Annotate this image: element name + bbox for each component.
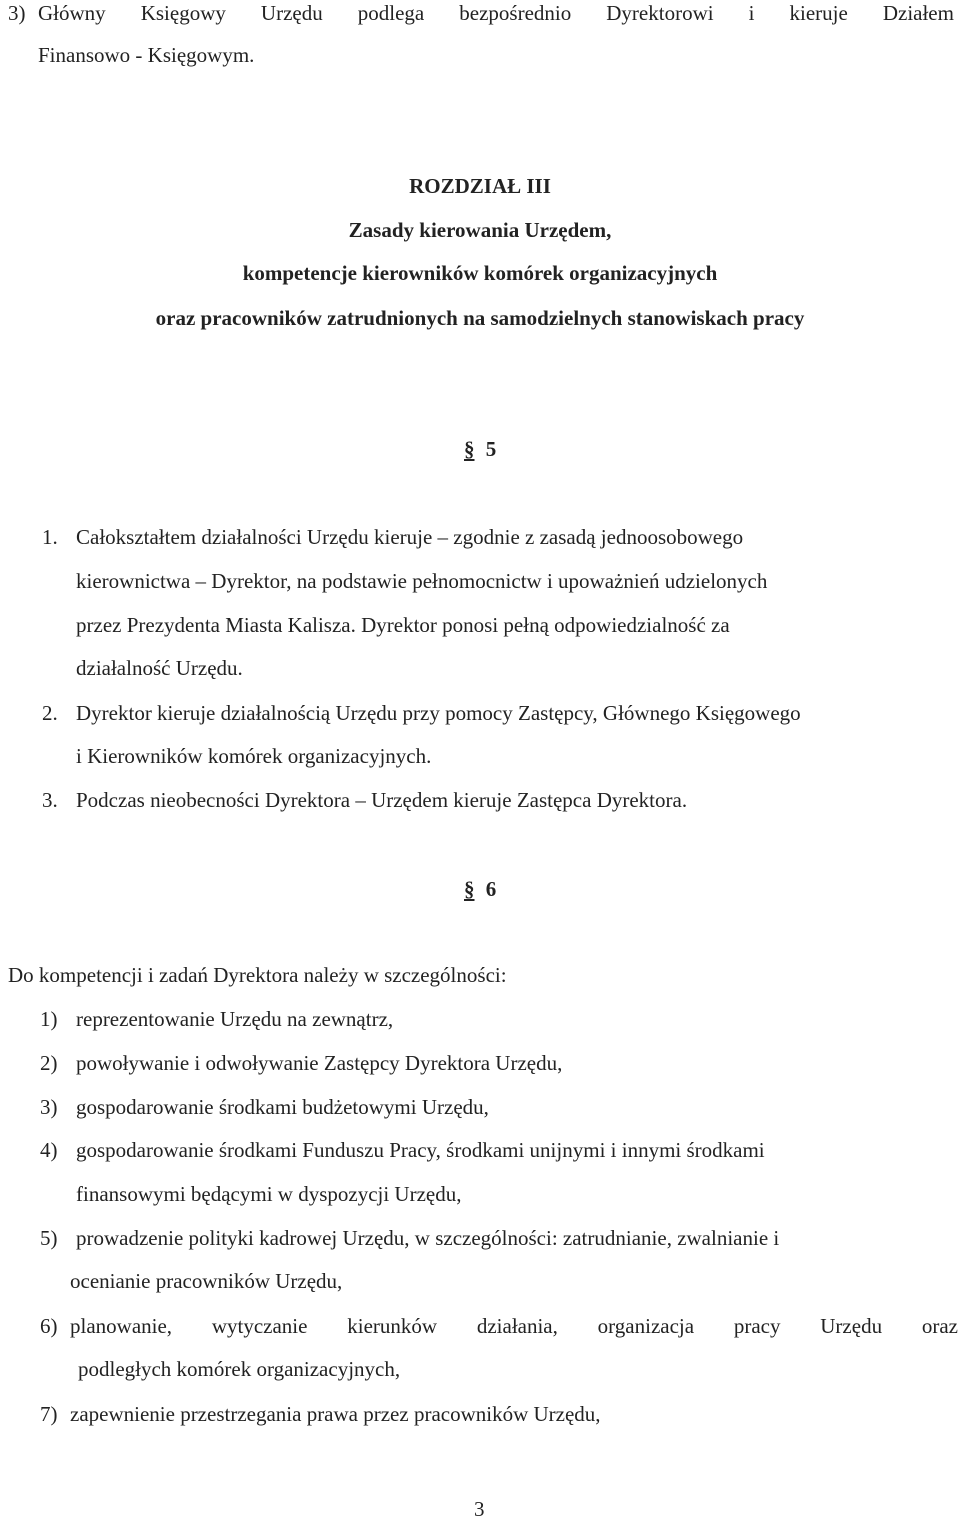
page-number: 3	[474, 1497, 485, 1521]
section-number: 6	[485, 877, 497, 901]
paragraph-line: działalność Urzędu.	[76, 656, 243, 680]
word: oraz	[921, 1314, 958, 1338]
paragraph-number: 3.	[42, 788, 58, 812]
list-item-text-continuation: podległych komórek organizacyjnych,	[78, 1357, 401, 1381]
word: Działem	[882, 1, 954, 25]
paragraph-line: Całokształtem działalności Urzędu kieruje – zgodnie z zasadą jednoosobowego	[76, 525, 744, 549]
list-item-text: powoływanie i odwoływanie Zastępcy Dyrektora Urzędu,	[76, 1051, 563, 1075]
list-item-text-continuation: finansowymi będącymi w dyspozycji Urzędu,	[76, 1182, 462, 1206]
list-item-text-continuation: ocenianie pracowników Urzędu,	[70, 1269, 343, 1293]
paragraph-number: 2.	[42, 701, 58, 725]
word: Urzędu	[820, 1314, 883, 1338]
chapter-subtitle-line: oraz pracowników zatrudnionych na samodzielnych stanowiskach pracy	[155, 306, 805, 330]
word: organizacja	[597, 1314, 695, 1338]
list-item-text-continuation: Finansowo - Księgowym.	[38, 43, 255, 67]
word: planowanie,	[70, 1314, 173, 1338]
word: Urzędu	[260, 1, 323, 25]
paragraph-line: przez Prezydenta Miasta Kalisza. Dyrektor ponosi pełną odpowiedzialność za	[76, 613, 730, 637]
list-item-text: zapewnienie przestrzegania prawa przez pracowników Urzędu,	[70, 1402, 601, 1426]
paragraph-line: i Kierowników komórek organizacyjnych.	[76, 744, 432, 768]
list-item-text: reprezentowanie Urzędu na zewnątrz,	[76, 1007, 394, 1031]
section-number: 5	[485, 437, 497, 461]
list-item-number: 2)	[40, 1051, 58, 1075]
list-item-number: 5)	[40, 1226, 58, 1250]
word: wytyczanie	[211, 1314, 308, 1338]
list-item-text: gospodarowanie środkami Funduszu Pracy, środkami unijnymi i innymi środkami	[76, 1138, 765, 1162]
word: podlega	[357, 1, 425, 25]
paragraph-line: Podczas nieobecności Dyrektora – Urzędem kieruje Zastępca Dyrektora.	[76, 788, 688, 812]
list-item-text: gospodarowanie środkami budżetowymi Urzędu,	[76, 1095, 489, 1119]
paragraph-line: Dyrektor kieruje działalnością Urzędu przy pomocy Zastępcy, Głównego Księgowego	[76, 701, 801, 725]
list-item-text: prowadzenie polityki kadrowej Urzędu, w szczególności: zatrudnianie, zwalnianie i	[76, 1226, 780, 1250]
list-item-number: 6)	[40, 1314, 58, 1338]
list-item-number: 3)	[8, 1, 26, 25]
list-item-number: 4)	[40, 1138, 58, 1162]
section-sign: §	[464, 437, 475, 461]
word: Dyrektorowi	[606, 1, 714, 25]
word: bezpośrednio	[459, 1, 572, 25]
list-item-text	[70, 1313, 958, 1339]
list-item-text	[38, 0, 954, 26]
chapter-subtitle-line: Zasady kierowania Urzędem,	[348, 218, 612, 242]
word: kieruje	[789, 1, 848, 25]
section-heading	[464, 876, 496, 902]
paragraph-line: kierownictwa – Dyrektor, na podstawie pełnomocnictw i upoważnień udzielonych	[76, 569, 768, 593]
list-item-number: 1)	[40, 1007, 58, 1031]
section-intro: Do kompetencji i zadań Dyrektora należy w szczególności:	[8, 963, 507, 987]
paragraph-number: 1.	[42, 525, 58, 549]
word: kierunków	[347, 1314, 438, 1338]
word: i	[748, 1, 755, 25]
word: działania,	[476, 1314, 558, 1338]
list-item-number: 7)	[40, 1402, 58, 1426]
section-sign: §	[464, 877, 475, 901]
word: Księgowy	[140, 1, 226, 25]
section-heading	[464, 436, 496, 462]
list-item-number: 3)	[40, 1095, 58, 1119]
chapter-title: ROZDZIAŁ III	[409, 174, 551, 198]
chapter-subtitle-line: kompetencje kierowników komórek organizacyjnych	[242, 261, 718, 285]
word: pracy	[733, 1314, 781, 1338]
word: Główny	[38, 1, 106, 25]
